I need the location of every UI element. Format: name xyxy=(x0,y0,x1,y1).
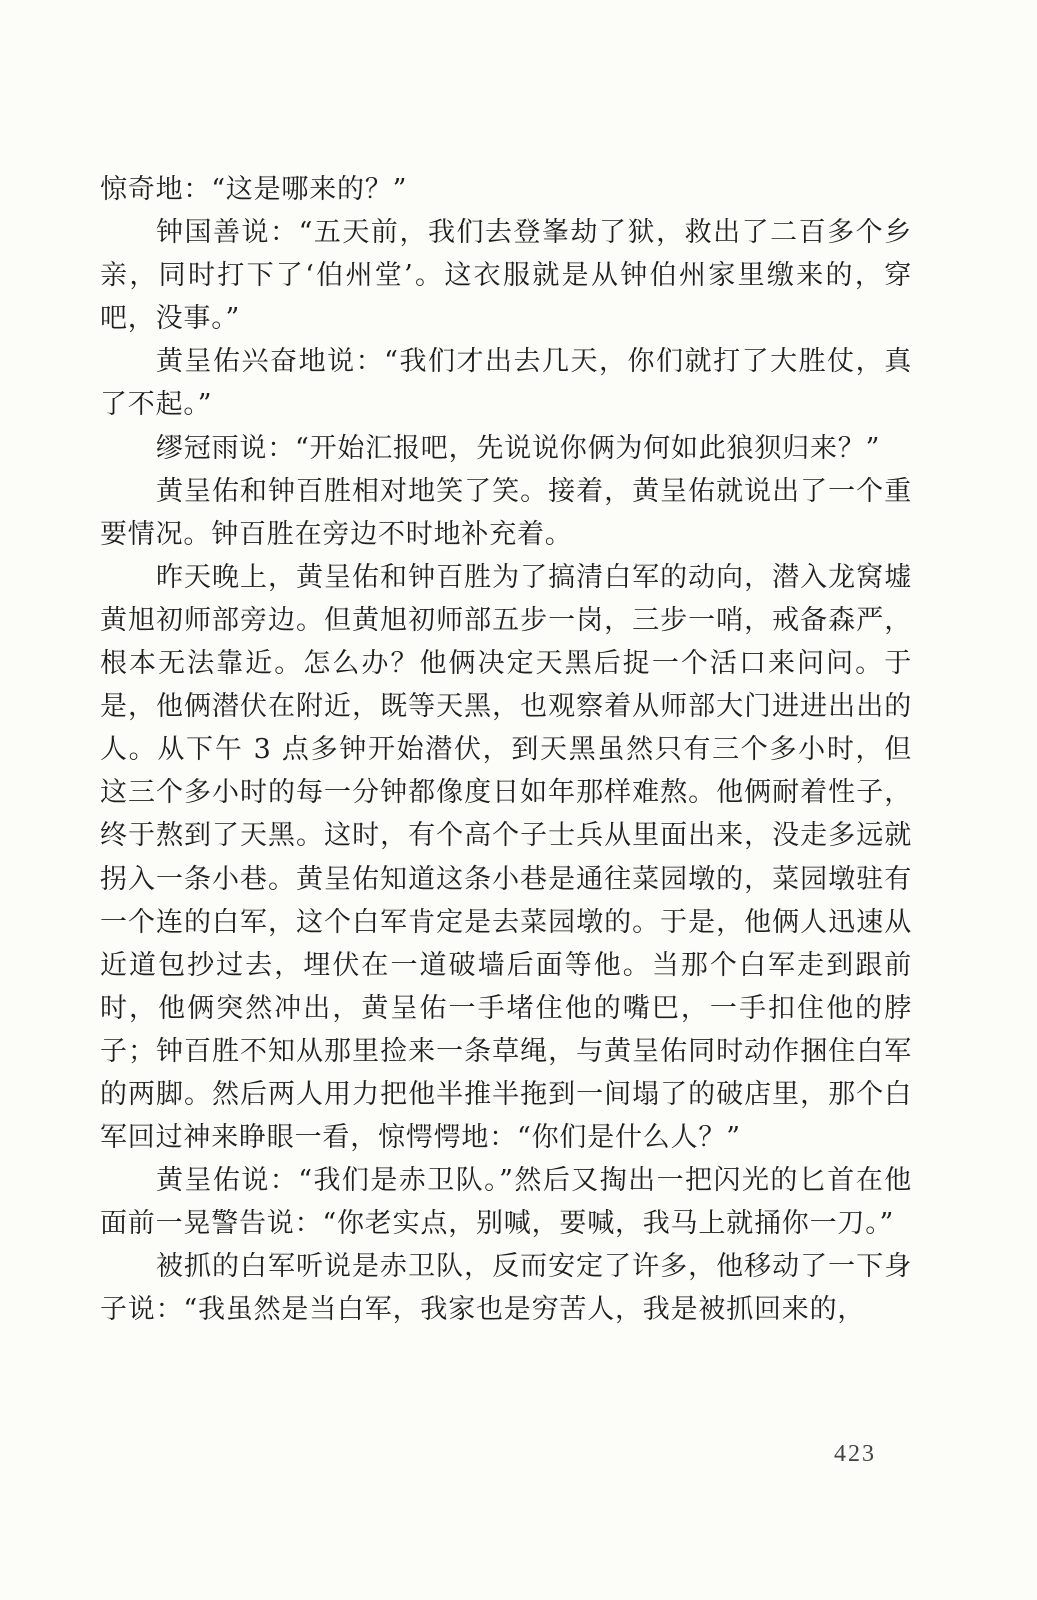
paragraph-2: 钟国善说：“五天前，我们去登峯劫了狱，救出了二百多个乡亲，同时打下了‘伯州堂’。这衣服就是从钟伯州家里缴来的，穿吧，没事。” xyxy=(100,217,912,335)
paragraph-5: 黄呈佑和钟百胜相对地笑了笑。接着，黄呈佑就说出了一个重要情况。钟百胜在旁边不时地补充着。 xyxy=(100,475,912,550)
paragraph-3: 黄呈佑兴奋地说：“我们才出去几天，你们就打了大胜仗，真了不起。” xyxy=(100,346,912,421)
paragraph-6: 昨天晚上，黄呈佑和钟百胜为了搞清白军的动向，潜入龙窝墟黄旭初师部旁边。但黄旭初师部五步一岗，三步一哨，戒备森严，根本无法靠近。怎么办？他俩决定天黑后捉一个活口来问问。于是，他俩潜伏在附近，既等天黑，也观察着从师部大门进进出出的人。从下午 3 点多钟开始潜伏，到天黑虽然只有三个多小时，但这三个多小时的每一分钟都像度日如年那样难熬。他俩耐着性子，终于熬到了天黑。这时，有个高个子士兵从里面出来，没走多远就拐入一条小巷。黄呈佑知道这条小巷是通往菜园墩的，菜园墩驻有一个连的白军，这个白军肯定是去菜园墩的。于是，他俩人迅速从近道包抄过去，埋伏在一道破墙后面等他。当那个白军走到跟前时，他俩突然冲出，黄呈佑一手堵住他的嘴巴，一手扣住他的脖子；钟百胜不知从那里捡来一条草绳，与黄呈佑同时动作捆住白军的两脚。然后两人用力把他半推半拖到一间塌了的破店里，那个白军回过神来睁眼一看，惊愕愕地：“你们是什么人？” xyxy=(100,561,912,1154)
paragraph-7: 黄呈佑说：“我们是赤卫队。”然后又掏出一把闪光的匕首在他面前一晃警告说：“你老实点，别喊，要喊，我马上就捅你一刀。” xyxy=(100,1165,912,1240)
paragraph-1: 惊奇地：“这是哪来的？” xyxy=(100,174,408,205)
paragraph-8: 被抓的白军听说是赤卫队，反而安定了许多，他移动了一下身子说：“我虽然是当白军，我家也是穷苦人，我是被抓回来的， xyxy=(100,1251,912,1326)
page-number: 423 xyxy=(834,1441,876,1467)
paragraph-4: 缪冠雨说：“开始汇报吧，先说说你俩为何如此狼狈归来？” xyxy=(156,432,881,464)
body-text xyxy=(100,168,912,1332)
